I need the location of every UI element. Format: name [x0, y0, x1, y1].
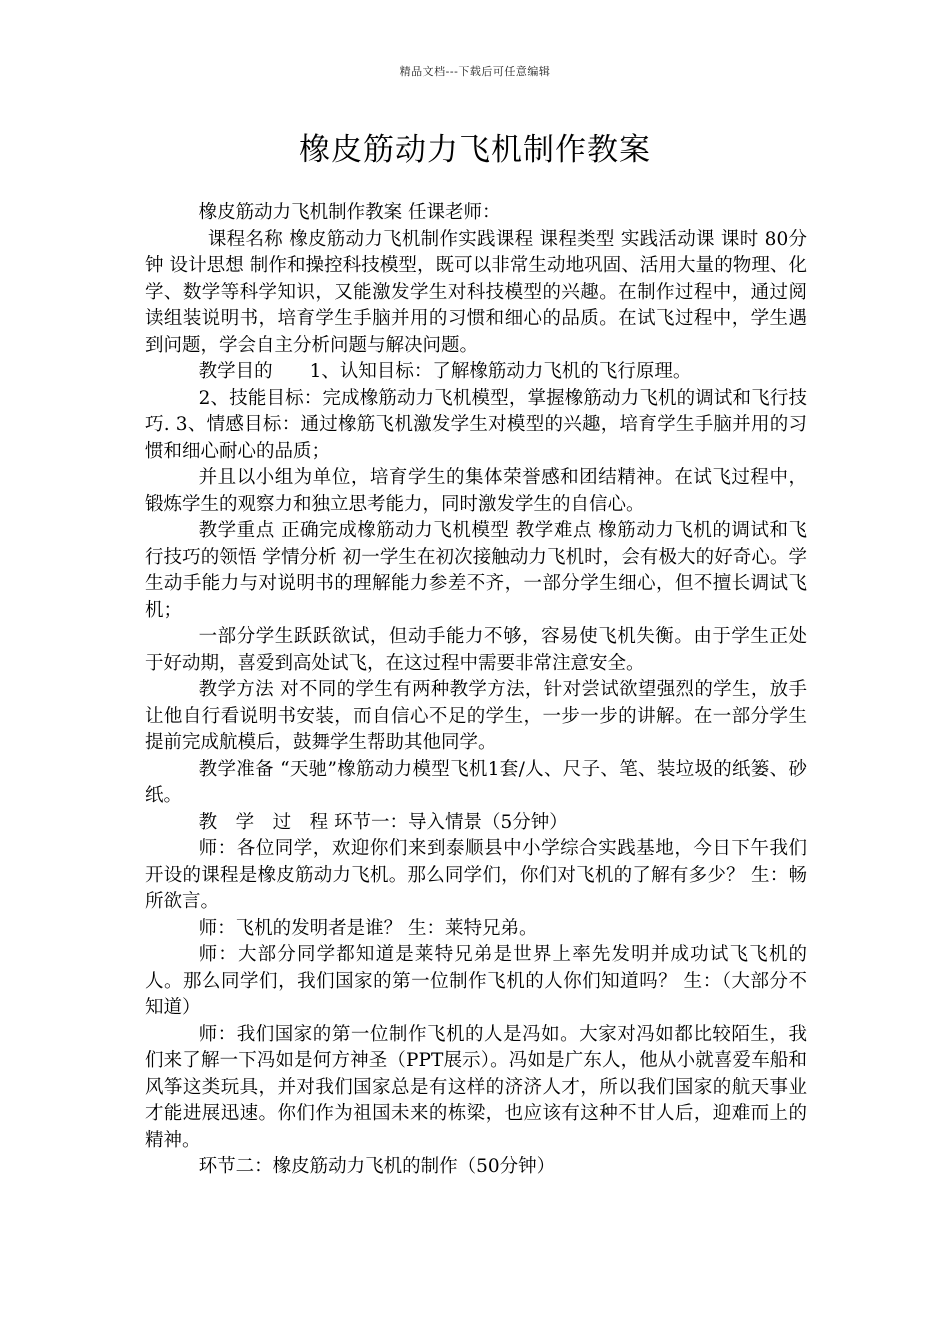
- document-title: 橡皮筋动力飞机制作教案: [299, 132, 651, 168]
- paragraph-teaching-method: 教学方法 对不同的学生有两种教学方法，针对尝试欲望强烈的学生，放手让他自行看说明书安装，而自信心不足的学生，一步一步的讲解。在一部分学生提前完成航模后，鼓舞学生帮助其他同学。: [145, 679, 807, 753]
- paragraph-preparation: 教学准备 “天驰”橡筋动力模型飞机1套/人、尺子、笔、装垃圾的纸篓、砂纸。: [145, 758, 807, 806]
- paragraph-teaching-goal: 教学目的 1、认知目标：了解橡筋动力飞机的飞行原理。: [198, 361, 692, 382]
- paragraph-dialogue-wright: 师：大部分同学都知道是莱特兄弟是世界上率先发明并成功试飞飞机的人。那么同学们，我们国家的第一位制作飞机的人你们知道吗？ 生：（大部分不知道）: [145, 944, 807, 1018]
- paragraph-dialogue-inventor: 师：飞机的发明者是谁？ 生：莱特兄弟。: [198, 917, 538, 939]
- paragraph-process-section-2: 环节二：橡皮筋动力飞机的制作（50分钟）: [198, 1156, 556, 1177]
- paragraph-student-safety: 一部分学生跃跃欲试，但动手能力不够，容易使飞机失衡。由于学生正处于好动期，喜爱到高处试飞，在这过程中需要非常注意安全。: [145, 626, 807, 674]
- document-body: [145, 200, 807, 1181]
- paragraph-skill-goal: 2、技能目标：完成橡筋动力飞机模型，掌握橡筋动力飞机的调试和飞行技巧. 3、情感目标：通过橡筋飞机激发学生对模型的兴趣，培育学生手脑并用的习惯和细心耐心的品质；: [145, 387, 807, 462]
- paragraph-team-spirit: 并且以小组为单位，培育学生的集体荣誉感和团结精神。在试飞过程中，锻炼学生的观察力和独立思考能力，同时激发学生的自信心。: [145, 467, 807, 515]
- paragraph-dialogue-welcome: 师：各位同学，欢迎你们来到泰顺县中小学综合实践基地，今日下午我们开设的课程是橡皮筋动力飞机。那么同学们，你们对飞机的了解有多少？ 生：畅所欲言。: [145, 838, 807, 912]
- paragraph-key-points: 教学重点 正确完成橡筋动力飞机模型 教学难点 橡筋动力飞机的调试和飞行技巧的领悟 学情分析 初一学生在初次接触动力飞机时，会有极大的好奇心。学生动手能力与对说明书的理解能力参差不齐，一部分学生细心，但不擅长调试飞机；: [145, 520, 807, 621]
- paragraph-process-section-1: 教 学 过 程 环节一：导入情景（5分钟）: [198, 811, 568, 833]
- paragraph-intro: 橡皮筋动力飞机制作教案 任课老师：: [198, 202, 501, 223]
- paragraph-dialogue-fengru: 师：我们国家的第一位制作飞机的人是冯如。大家对冯如都比较陌生，我们来了解一下冯如是何方神圣（PPT展示）。冯如是广东人，他从小就喜爱车船和风筝这类玩具，并对我们国家总是有这样的济济人才，所以我们国家的航天事业才能进展迅速。你们作为祖国未来的栋梁，也应该有这种不甘人后，迎难而上的精神。: [145, 1023, 807, 1151]
- paragraph-course-info: 课程名称 橡皮筋动力飞机制作实践课程 课程类型 实践活动课 课时 80分钟 设计思想 制作和操控科技模型，既可以非常生动地巩固、活用大量的物理、化学、数学等科学知识，又能激发学生对科技模型的兴趣。在制作过程中，通过阅读组装说明书，培育学生手脑并用的习惯和细心的品质。在试飞过程中，学生遇到问题，学会自主分析问题与解决问题。: [145, 228, 807, 356]
- page-header-note: 精品文档---下载后可任意编辑: [399, 65, 551, 78]
